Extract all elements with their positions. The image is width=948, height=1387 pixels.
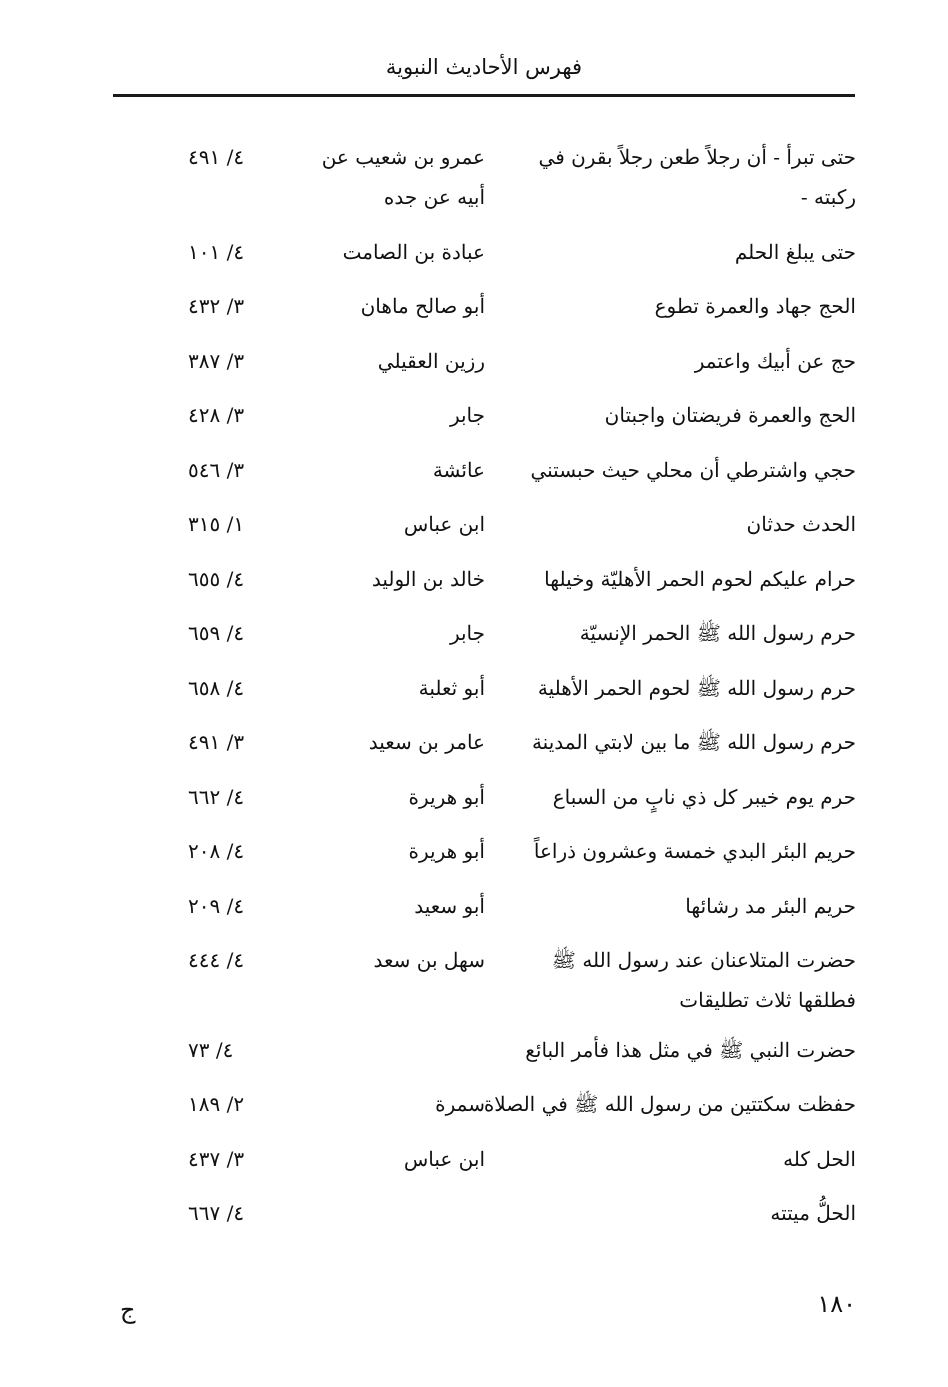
narrator: عمرو بن شعيب عن أبيه عن جده <box>321 145 485 209</box>
volume-page-ref: ٤/ ٦٥٥ <box>188 567 245 591</box>
hadith-text: حرم رسول الله ﷺ ما بين لابتي المدينة <box>531 730 856 754</box>
narrator: أبو ثعلبة <box>418 676 485 700</box>
hadith-text: حرام عليكم لحوم الحمر الأهليّة وخيلها <box>544 567 856 591</box>
narrator: عبادة بن الصامت <box>342 240 485 264</box>
volume-page-ref: ٣/ ٥٤٦ <box>188 458 245 482</box>
narrator: جابر <box>449 403 485 427</box>
hadith-text: حج عن أبيك واعتمر <box>694 349 856 373</box>
volume-page-ref: ٤/ ٦٦٢ <box>188 785 245 809</box>
header-rule <box>113 94 855 97</box>
volume-page-ref: ٤/ ٤٩١ <box>188 145 245 169</box>
running-head-title: فهرس الأحاديث النبوية <box>385 55 583 79</box>
volume-page-ref: ٢/ ١٨٩ <box>188 1092 245 1116</box>
volume-page-ref: ٤/ ٦٥٩ <box>188 621 245 645</box>
volume-page-ref: ٤/ ٢٠٩ <box>188 894 245 918</box>
hadith-text: حفظت سكتتين من رسول الله ﷺ في الصلاة <box>483 1092 856 1116</box>
hadith-text: حتى يبلغ الحلم <box>734 240 856 264</box>
volume-page-ref: ٣/ ٤٢٨ <box>188 403 245 427</box>
volume-page-ref: ١/ ٣١٥ <box>188 512 245 536</box>
narrator: سمرة <box>435 1092 485 1116</box>
hadith-text: حرم رسول الله ﷺ الحمر الإنسيّة <box>579 621 856 645</box>
narrator: عامر بن سعيد <box>368 730 485 754</box>
volume-page-ref: ٤/ ٦٥٨ <box>188 676 245 700</box>
volume-page-ref: ٤/ ١٠١ <box>188 240 245 264</box>
narrator: عائشة <box>432 458 485 482</box>
hadith-text: حتى تبرأ - أن رجلاً طعن رجلاً بقرن في ركبته - <box>538 145 856 209</box>
volume-page-ref: ٣/ ٣٨٧ <box>188 349 245 373</box>
volume-page-ref: ٣/ ٤٣٧ <box>188 1147 245 1171</box>
narrator: أبو هريرة <box>408 785 485 809</box>
hadith-text: حريم البئر مد رشائها <box>685 894 856 918</box>
volume-page-ref: ٤/ ٧٣ <box>188 1038 234 1062</box>
narrator: سهل بن سعد <box>373 948 485 972</box>
hadith-text: الحج جهاد والعمرة تطوع <box>654 294 856 318</box>
narrator: ابن عباس <box>403 512 485 536</box>
narrator: جابر <box>449 621 485 645</box>
hadith-text: حرم يوم خيبر كل ذي نابٍ من السباع <box>552 785 856 809</box>
hadith-text: حضرت المتلاعنان عند رسول الله ﷺ فطلقها ثلاث تطليقات <box>551 948 856 1012</box>
hadith-text: حضرت النبي ﷺ في مثل هذا فأمر البائع <box>525 1038 856 1062</box>
hadith-text: حجي واشترطي أن محلي حيث حبستني <box>530 458 856 482</box>
volume-page-ref: ٣/ ٤٩١ <box>188 730 245 754</box>
narrator: أبو سعيد <box>414 894 485 918</box>
volume-page-ref: ٤/ ٦٦٧ <box>188 1201 245 1225</box>
page-number: ١٨٠ <box>817 1290 856 1318</box>
narrator: رزين العقيلي <box>377 349 485 373</box>
narrator: ابن عباس <box>403 1147 485 1171</box>
volume-page-ref: ٤/ ٢٠٨ <box>188 839 245 863</box>
hadith-text: الحل كله <box>783 1147 856 1171</box>
narrator: أبو هريرة <box>408 839 485 863</box>
hadith-text: الحلُّ ميتته <box>770 1201 856 1225</box>
volume-page-ref: ٤/ ٤٤٤ <box>188 948 245 972</box>
narrator: خالد بن الوليد <box>371 567 485 591</box>
hadith-text: الحج والعمرة فريضتان واجبتان <box>604 403 856 427</box>
hadith-index-list <box>0 137 948 1257</box>
volume-page-ref: ٣/ ٤٣٢ <box>188 294 245 318</box>
signature-mark: ج <box>120 1296 136 1324</box>
hadith-text: حريم البئر البدي خمسة وعشرون ذراعاً <box>533 839 856 863</box>
hadith-text: الحدث حدثان <box>746 512 856 536</box>
narrator: أبو صالح ماهان <box>360 294 485 318</box>
hadith-text: حرم رسول الله ﷺ لحوم الحمر الأهلية <box>537 676 856 700</box>
